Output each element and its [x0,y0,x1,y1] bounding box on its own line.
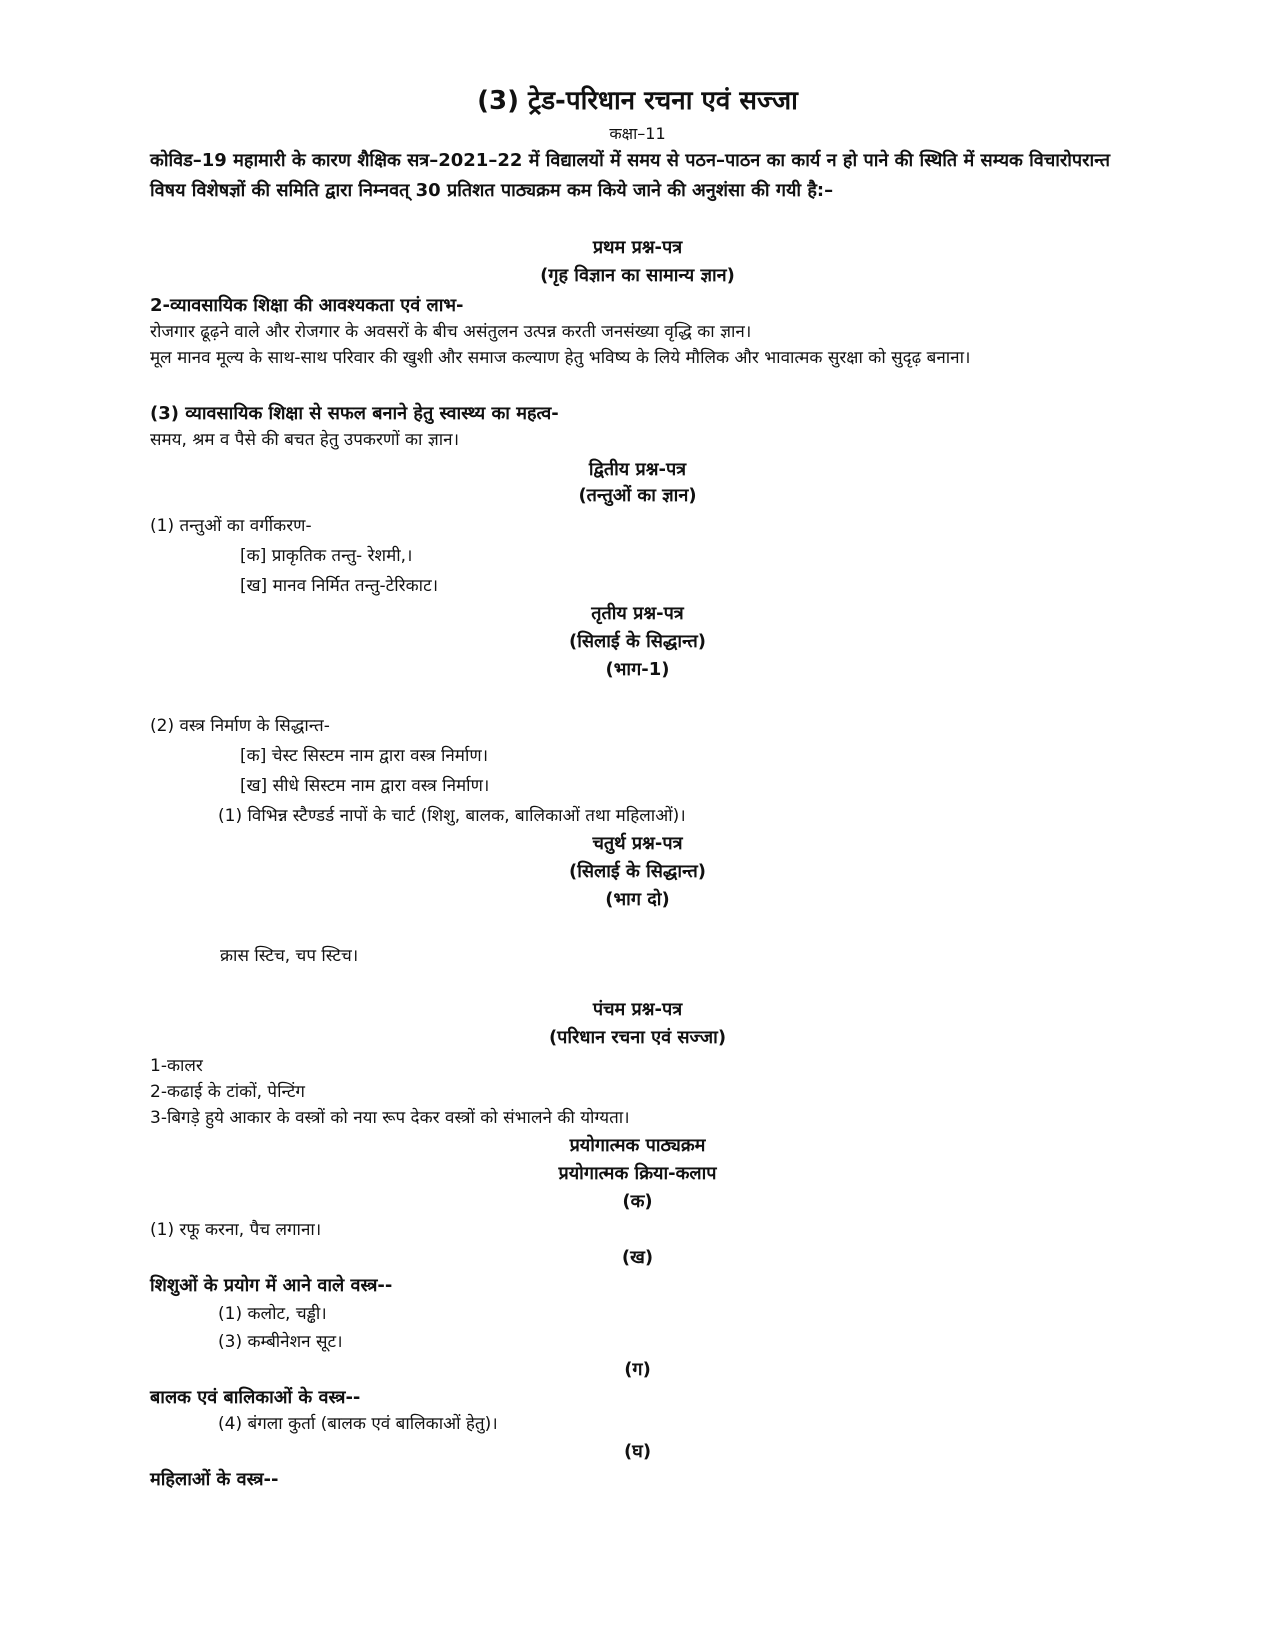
paper2-item1b: [ख] मानव निर्मित तन्तु-टेरिकाट। [240,576,439,596]
paper5-item1: 1-कालर [150,1056,203,1076]
intro-paragraph: कोविड–19 महामारी के कारण शैक्षिक सत्र–2021–22 में विद्यालयों में समय से पठन–पाठन का कार्य न हो पाने की स्थिति में सम्यक विचारोपरान्त विषय विशेषज्ञों की समिति द्वारा निम्नवत् 30 प्रतिशत पाठ्यक्रम कम किये जाने की अनुशंसा की गयी है:– [150,150,1110,201]
paper1-section2-line2: मूल मानव मूल्य के साथ-साथ परिवार की खुशी और समाज कल्याण हेतु भविष्य के लिये मौलिक और भावात्मक सुरक्षा को सुदृढ़ बनाना। [150,348,971,368]
paper3-heading: तृतीय प्रश्न-पत्र [591,603,684,624]
practical-section-ga: (ग) [624,1359,651,1380]
paper5-subheading: (परिधान रचना एवं सज्जा) [548,1027,727,1048]
practical-section-gha: (घ) [623,1441,652,1462]
paper3-item2a: [क] चेस्ट सिस्टम नाम द्वारा वस्त्र निर्माण। [240,746,489,766]
paper4-heading: चतुर्थ प्रश्न-पत्र [592,833,683,854]
paper1-subheading: (गृह विज्ञान का सामान्य ज्ञान) [540,265,735,286]
paper3-item2b: [ख] सीधे सिस्टम नाम द्वारा वस्त्र निर्माण। [240,776,490,796]
paper2-item1: (1) तन्तुओं का वर्गीकरण- [150,516,312,536]
practical-ga-title: बालक एवं बालिकाओं के वस्त्र-- [150,1387,361,1408]
class-label: कक्षा–11 [609,124,666,143]
paper2-subheading: (तन्तुओं का ज्ञान) [578,485,697,506]
practical-section-kha: (ख) [621,1247,654,1268]
paper5-item2: 2-कढाई के टांकों, पेन्टिंग [150,1082,305,1102]
paper4-part: (भाग दो) [605,889,670,910]
document-title: (3) ट्रेड-परिधान रचना एवं सज्जा [477,86,798,116]
paper1-section2-line1: रोजगार ढूढ़ने वाले और रोजगार के अवसरों के बीच असंतुलन उत्पन्न करती जनसंख्या वृद्धि का ज्ञान। [150,322,752,342]
paper3-subheading: (सिलाई के सिद्धान्त) [568,631,707,652]
paper4-subheading: (सिलाई के सिद्धान्त) [568,861,707,882]
practical-kha-item2: (3) कम्बीनेशन सूट। [218,1332,343,1352]
paper3-part: (भाग-1) [605,659,670,680]
practical-gha-title: महिलाओं के वस्त्र-- [150,1469,279,1490]
paper1-section3-line1: समय, श्रम व पैसे की बचत हेतु उपकरणों का ज्ञान। [150,430,460,450]
practical-heading: प्रयोगात्मक पाठ्यक्रम [569,1135,706,1156]
paper2-item1a: [क] प्राकृतिक तन्तु- रेशमी,। [240,546,413,566]
paper1-section2-title: 2-व्यावसायिक शिक्षा की आवश्यकता एवं लाभ- [150,295,464,316]
practical-section-ka: (क) [622,1191,653,1212]
paper2-heading: द्वितीय प्रश्न-पत्र [588,459,687,480]
paper3-item2: (2) वस्त्र निर्माण के सिद्धान्त- [150,716,330,736]
paper4-line1: क्रास स्टिच, चप स्टिच। [220,946,359,966]
paper1-section3-title: (3) व्यावसायिक शिक्षा से सफल बनाने हेतु स्वास्थ्य का महत्व- [150,403,559,424]
paper5-item3: 3-बिगड़े हुये आकार के वस्त्रों को नया रूप देकर वस्त्रों को संभालने की योग्यता। [150,1108,630,1128]
practical-ka-item: (1) रफू करना, पैच लगाना। [150,1220,322,1240]
practical-kha-title: शिशुओं के प्रयोग में आने वाले वस्त्र-- [150,1275,393,1296]
practical-subheading: प्रयोगात्मक क्रिया-कलाप [558,1163,717,1184]
paper1-heading: प्रथम प्रश्न-पत्र [592,237,683,258]
practical-ga-item1: (4) बंगला कुर्ता (बालक एवं बालिकाओं हेतु)। [218,1414,498,1434]
paper5-heading: पंचम प्रश्न-पत्र [592,999,683,1020]
paper3-item2c: (1) विभिन्न स्टैण्डर्ड नापों के चार्ट (शिशु, बालक, बालिकाओं तथा महिलाओं)। [218,806,686,826]
practical-kha-item1: (1) कलोट, चड्ढी। [218,1304,327,1324]
